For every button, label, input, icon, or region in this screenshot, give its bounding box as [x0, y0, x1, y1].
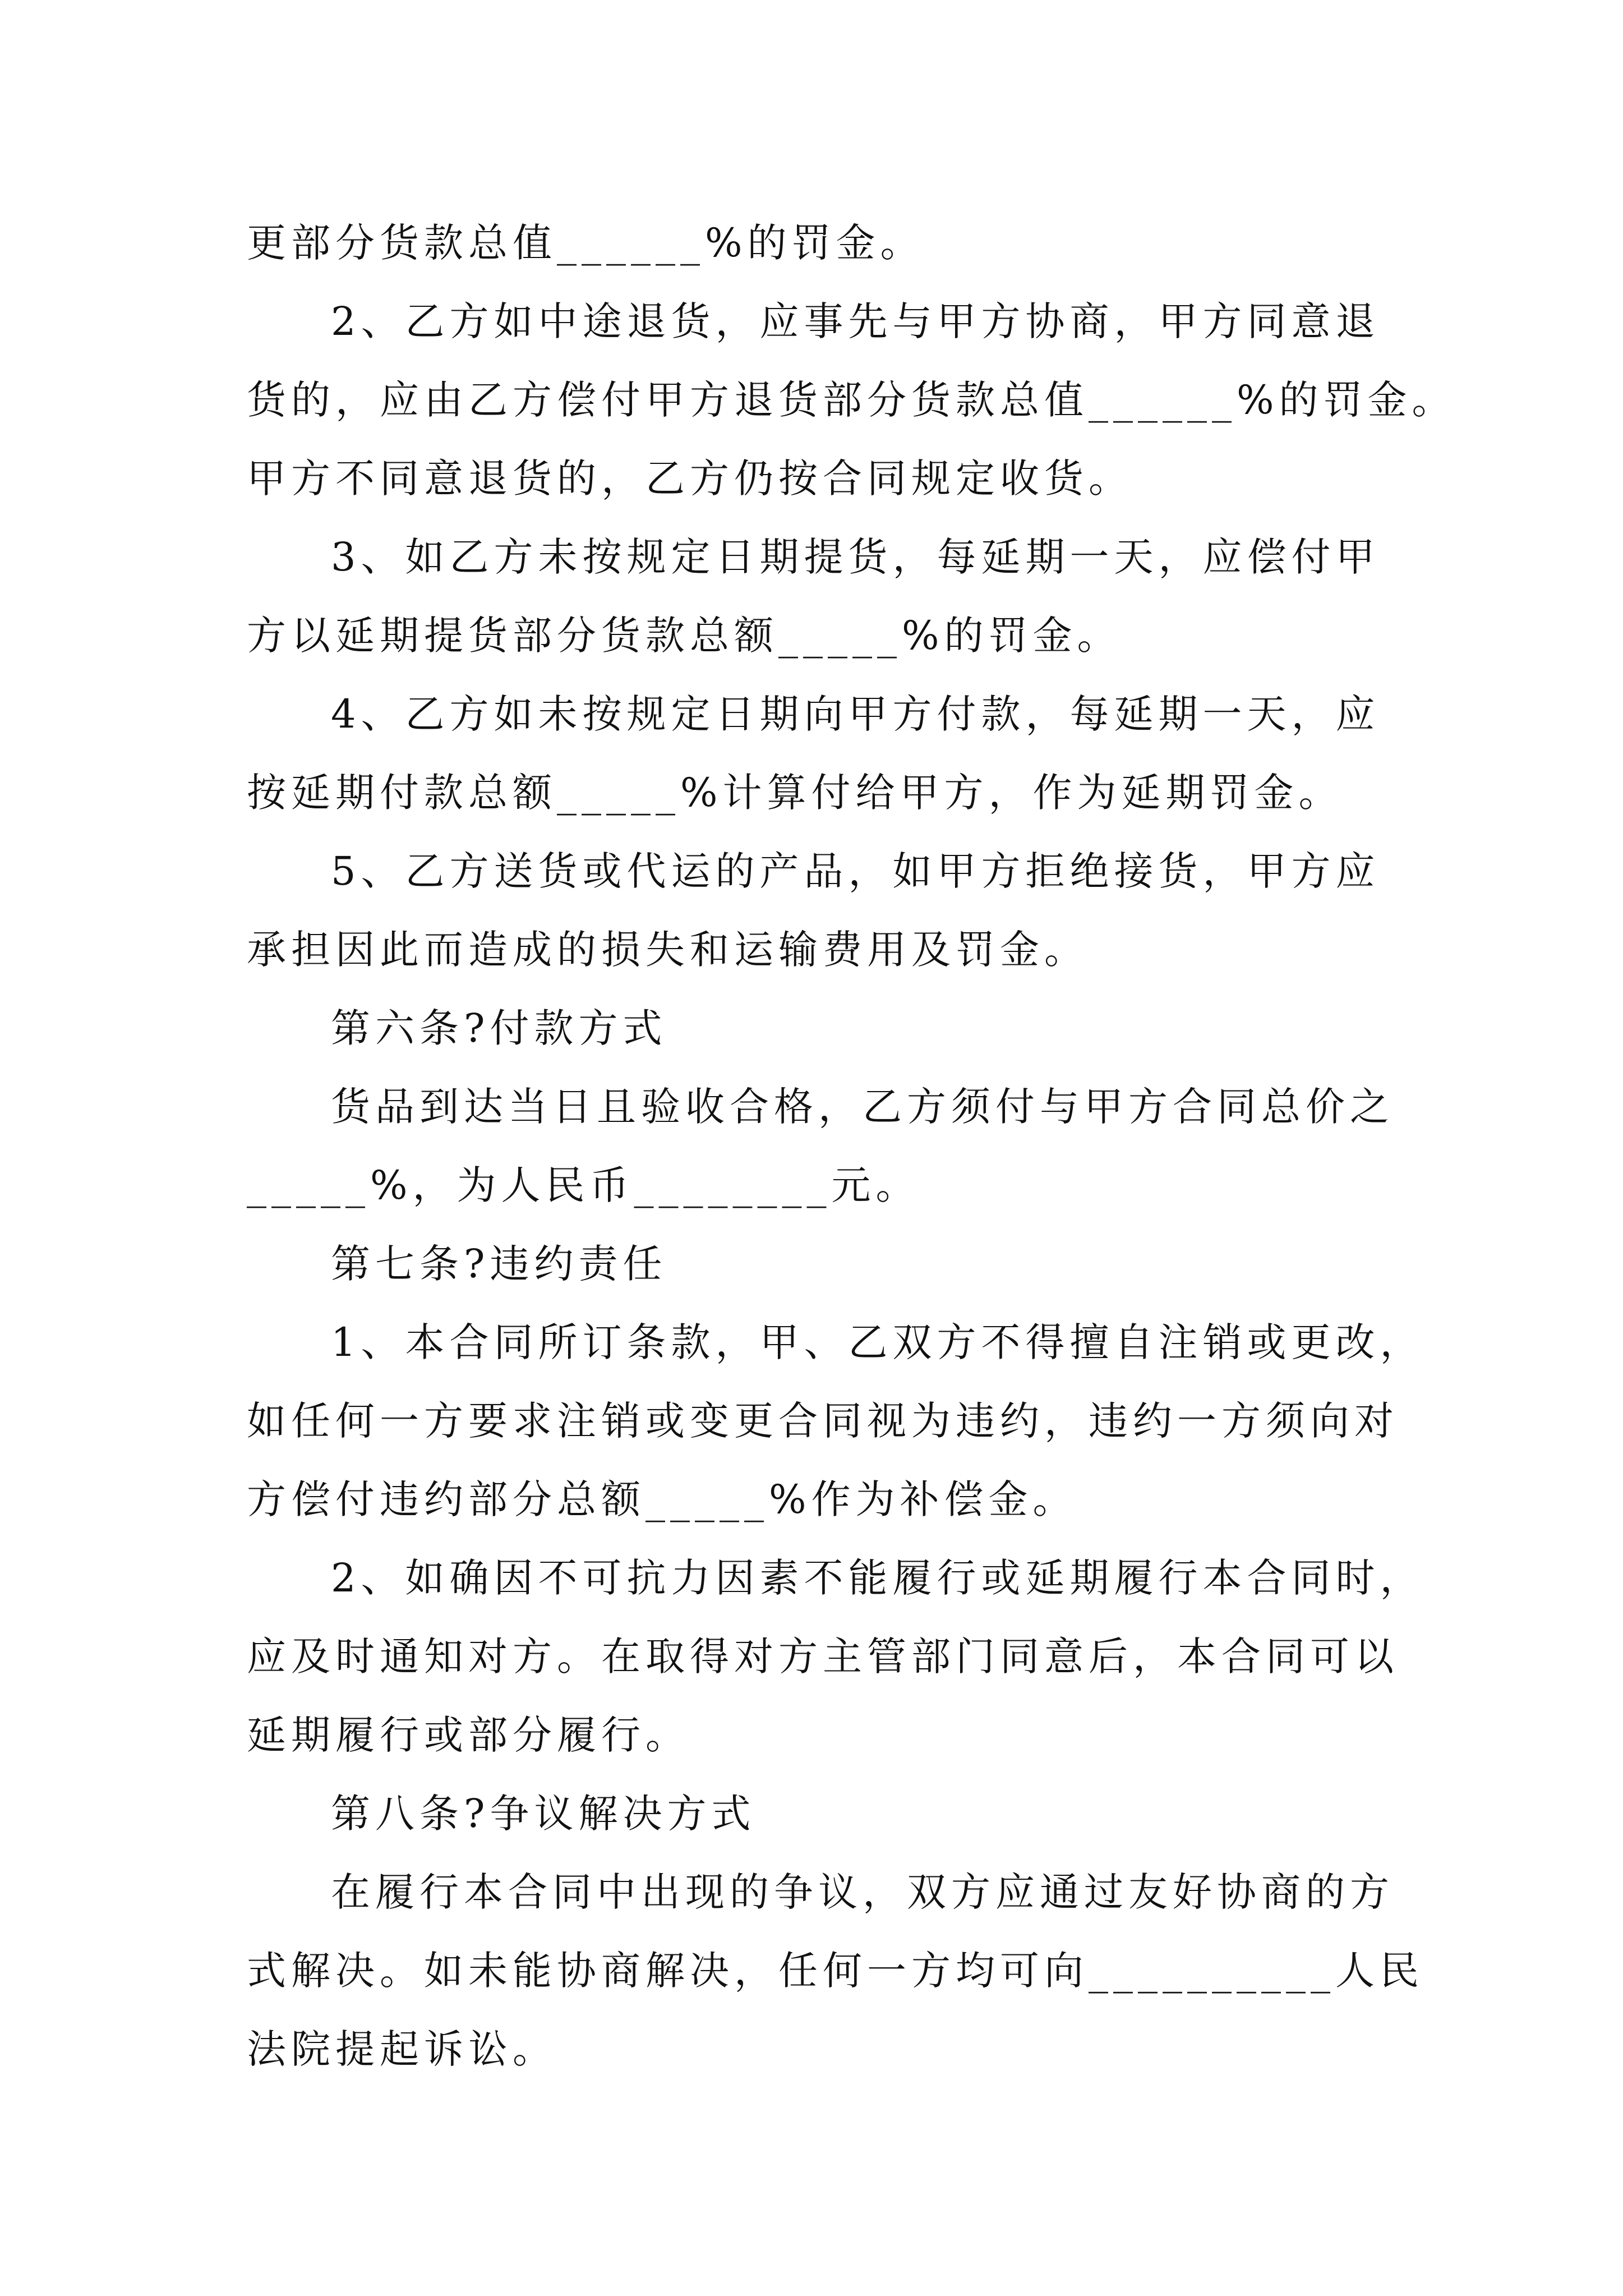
section-heading: 第六条?付款方式	[331, 1005, 667, 1051]
text-line: 4、乙方如未按规定日期向甲方付款，每延期一天，应	[331, 691, 1380, 737]
text-line: 1、本合同所订条款，甲、乙双方不得擅自注销或更改，	[331, 1319, 1424, 1365]
text-line: 应及时通知对方。在取得对方主管部门同意后，本合同可以	[247, 1634, 1399, 1680]
text-line: 更部分货款总值______%的罚金。	[247, 220, 925, 266]
section-heading: 第八条?争议解决方式	[331, 1791, 756, 1837]
text-line: 如任何一方要求注销或变更合同视为违约，违约一方须向对	[247, 1398, 1399, 1444]
section-heading: 第七条?违约责任	[331, 1241, 667, 1287]
text-line: 货的，应由乙方偿付甲方退货部分货款总值______%的罚金。	[247, 377, 1456, 423]
text-line: 法院提起诉讼。	[247, 2026, 557, 2072]
text-line: 承担因此而造成的损失和运输费用及罚金。	[247, 927, 1089, 973]
text-line: 2、如确因不可抗力因素不能履行或延期履行本合同时，	[331, 1555, 1424, 1601]
text-line: 式解决。如未能协商解决，任何一方均可向__________人民	[247, 1948, 1424, 1994]
text-line: 货品到达当日且验收合格，乙方须付与甲方合同总价之	[331, 1084, 1394, 1130]
text-line: 方偿付违约部分总额_____%作为补偿金。	[247, 1476, 1077, 1522]
text-line: 3、如乙方未按规定日期提货，每延期一天，应偿付甲	[331, 534, 1380, 580]
text-line: 2、乙方如中途退货，应事先与甲方协商，甲方同意退	[331, 298, 1380, 344]
text-line: 5、乙方送货或代运的产品，如甲方拒绝接货，甲方应	[331, 848, 1380, 894]
text-line: 在履行本合同中出现的争议，双方应通过友好协商的方	[331, 1869, 1394, 1915]
text-line: 按延期付款总额_____%计算付给甲方，作为延期罚金。	[247, 770, 1343, 816]
text-line: 方以延期提货部分货款总额_____%的罚金。	[247, 613, 1122, 659]
text-line: 甲方不同意退货的，乙方仍按合同规定收货。	[247, 455, 1133, 501]
text-line: 延期履行或部分履行。	[247, 1712, 690, 1758]
text-line: _____%，为人民币________元。	[247, 1162, 920, 1208]
